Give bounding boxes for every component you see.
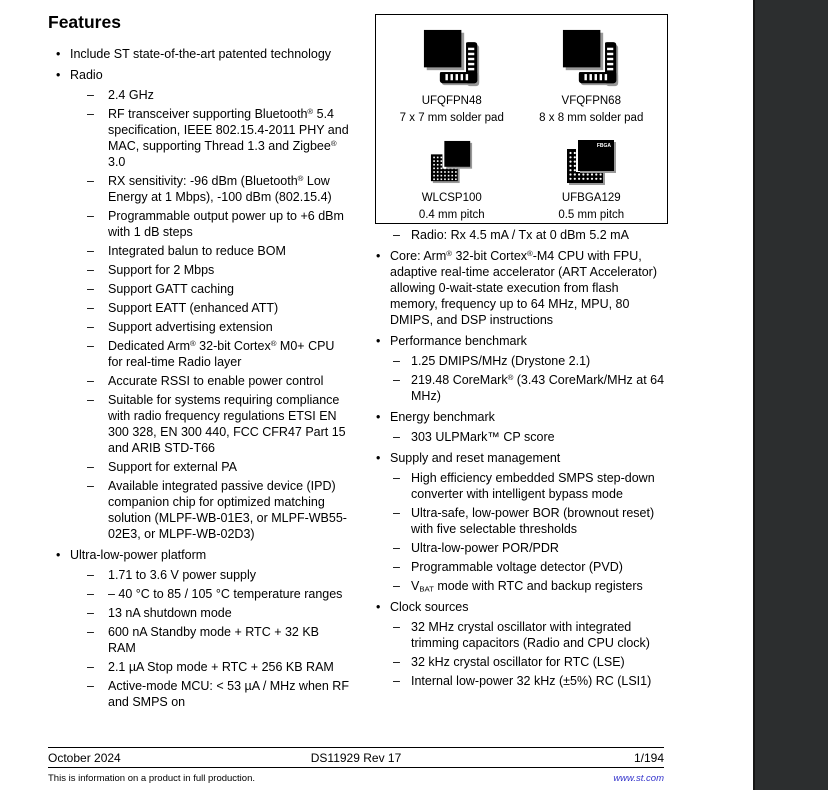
feature-item: – 32 MHz crystal oscillator with integrated trimming capacitors (Radio and CPU clock) [375, 619, 668, 651]
feature-item: – Support for external PA [48, 459, 350, 475]
feature-item: – 303 ULPMark™ CP score [375, 429, 668, 445]
feature-item: • Include ST state-of-the-art patented technology [48, 46, 350, 62]
package-name: UFBGA129 [561, 191, 621, 204]
feature-item: – 1.25 DMIPS/MHz (Drystone 2.1) [375, 353, 668, 369]
feature-item: – 32 kHz crystal oscillator for RTC (LSE) [375, 654, 668, 670]
feature-item: – 2.1 µA Stop mode + RTC + 256 KB RAM [48, 659, 350, 675]
feature-item: – 13 nA shutdown mode [48, 605, 350, 621]
wlcsp-package-icon [430, 139, 474, 185]
feature-item: – Accurate RSSI to enable power control [48, 373, 350, 389]
feature-item: – Programmable output power up to +6 dBm with 1 dB steps [48, 208, 350, 240]
feature-item: – RF transceiver supporting Bluetooth® 5.4 specification, IEEE 802.15.4-2011 PHY and MAC, supporting Thread 1.3 and Zigbee® 3.0 [48, 106, 350, 170]
feature-item: – 1.71 to 3.6 V power supply [48, 567, 350, 583]
footer-bottom-rule [48, 767, 664, 768]
feature-item: – Integrated balun to reduce BOM [48, 243, 350, 259]
footer-date: October 2024 [48, 751, 121, 765]
footer-doc-reference: DS11929 Rev 17 [310, 751, 402, 765]
package-cell [522, 28, 662, 127]
footer-note-row [48, 773, 664, 785]
footer-row [48, 751, 664, 766]
features-right-column [375, 14, 668, 692]
feature-item: – Suitable for systems requiring compliance with radio frequency regulations ETSI EN 300 328, EN 300 440, FCC CFR47 Part 15 and ARIB STD-T66 [48, 392, 350, 456]
package-description: 8 x 8 mm solder pad [539, 112, 644, 124]
feature-item: • Performance benchmark [375, 333, 668, 349]
package-cell [382, 28, 522, 127]
qfn-package-icon [423, 28, 481, 88]
package-description: 7 x 7 mm solder pad [399, 112, 504, 124]
package-name: WLCSP100 [421, 191, 482, 204]
feature-item: • Clock sources [375, 599, 668, 615]
package-description: 0.4 mm pitch [418, 208, 485, 221]
feature-item: – Programmable voltage detector (PVD) [375, 559, 668, 575]
package-overview-box [375, 14, 668, 224]
st-website-link[interactable]: www.st.com [613, 773, 664, 784]
feature-item: • Radio [48, 67, 350, 83]
feature-item: – Ultra-low-power POR/PDR [375, 540, 668, 556]
feature-item: – RX sensitivity: -96 dBm (Bluetooth® Low Energy at 1 Mbps), -100 dBm (802.15.4) [48, 173, 350, 205]
feature-item: – Support EATT (enhanced ATT) [48, 300, 350, 316]
package-cell [522, 139, 662, 224]
feature-item: – Support GATT caching [48, 281, 350, 297]
bga-package-icon [566, 139, 616, 185]
feature-item: – Internal low-power 32 kHz (±5%) RC (LSI1) [375, 673, 668, 689]
feature-item: – 219.48 CoreMark® (3.43 CoreMark/MHz at 64 MHz) [375, 372, 668, 404]
package-cell [382, 139, 522, 224]
feature-item: • Energy benchmark [375, 409, 668, 425]
feature-item: – Support advertising extension [48, 319, 350, 335]
package-marking: FBGA [597, 142, 612, 149]
package-description: 0.5 mm pitch [558, 208, 625, 221]
feature-item: – – 40 °C to 85 / 105 °C temperature ranges [48, 586, 350, 602]
footer-page-number: 1/194 [633, 751, 664, 765]
feature-item: • Core: Arm® 32-bit Cortex®-M4 CPU with FPU, adaptive real-time accelerator (ART Accelerator) allowing 0-wait-state execution from flash memory, frequency up to 64 MHz, MPU, 80 DMIPS, and DSP instructions [375, 248, 668, 328]
qfn-package-icon [562, 28, 620, 88]
features-left-column [48, 41, 350, 713]
feature-item: – 2.4 GHz [48, 87, 350, 103]
production-status-note: This is information on a product in full production. [48, 773, 255, 784]
package-name: VFQFPN68 [561, 95, 621, 107]
package-name: UFQFPN48 [421, 95, 482, 107]
feature-item: – High efficiency embedded SMPS step-down converter with intelligent bypass mode [375, 470, 668, 502]
feature-item: – $V_{BAT}$ mode with RTC and backup registers [375, 578, 668, 594]
feature-item: – 600 nA Standby mode + RTC + 32 KB RAM [48, 624, 350, 656]
page-title: Features [48, 12, 121, 32]
footer-top-rule [48, 747, 664, 748]
feature-item: – Radio: Rx 4.5 mA / Tx at 0 dBm 5.2 mA [375, 227, 668, 243]
feature-item: • Supply and reset management [375, 450, 668, 466]
feature-item: • Ultra-low-power platform [48, 547, 350, 563]
feature-item: – Dedicated Arm® 32-bit Cortex® M0+ CPU for real-time Radio layer [48, 338, 350, 370]
feature-item: – Available integrated passive device (IPD) companion chip for optimized matching solution (MLPF-WB-01E3, or MLPF-WB55-02E3, or MLPF-WB-02D3) [48, 478, 350, 542]
feature-item: – Support for 2 Mbps [48, 262, 350, 278]
feature-item: – Active-mode MCU: < 53 µA / MHz when RF and SMPS on [48, 678, 350, 710]
feature-item: – Ultra-safe, low-power BOR (brownout reset) with five selectable thresholds [375, 505, 668, 537]
viewer-background [753, 0, 828, 790]
